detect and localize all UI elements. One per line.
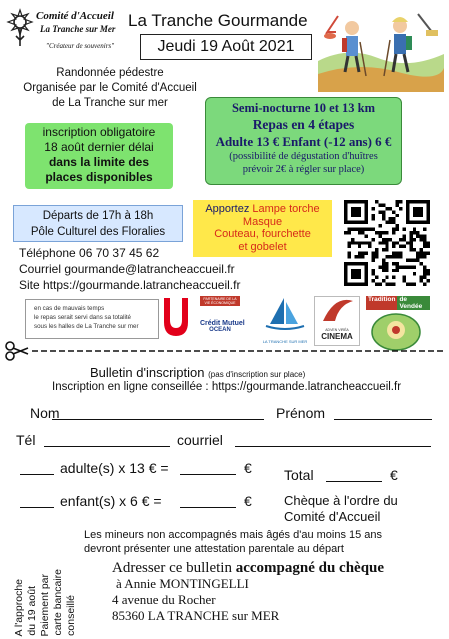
cinema-top: ADVEN VIRÉA [325, 328, 349, 332]
intro-line-3: de La Tranche sur mer [52, 97, 168, 109]
super-u-logo-icon [160, 296, 192, 340]
cheque-line-2: Comité d'Accueil [284, 509, 381, 524]
cheque-note [284, 493, 398, 525]
vert-line-1: A l'approche [13, 578, 25, 636]
intro-line-2: Organisée par le Comité d'Accueil [23, 82, 197, 94]
event-details-box [205, 97, 402, 185]
tel-field[interactable] [44, 432, 170, 447]
vert-line-5: conseillé [65, 595, 77, 636]
event-meal: Repas en 4 étapes [252, 117, 355, 132]
children-count-field[interactable] [20, 493, 54, 508]
cinema-label: CINEMA [321, 332, 353, 341]
registration-line-4: places disponibles [45, 170, 153, 184]
cinema-logo [314, 296, 360, 346]
contact-site[interactable]: Site https://gourmande.latrancheaccueil.fr [19, 278, 241, 292]
prenom-row [276, 405, 325, 421]
event-date: Jeudi 19 Août 2021 [140, 34, 312, 60]
org-name: Comité d'Accueil [36, 10, 114, 22]
minors-note [84, 528, 414, 556]
vert-line-2: du 19 août [26, 586, 38, 636]
total-euro: € [390, 467, 398, 483]
intro-line-1: Randonnée pédestre [56, 67, 164, 79]
event-distance: Semi-nocturne 10 et 13 km [231, 101, 376, 115]
form-title [90, 365, 305, 380]
credit-mutuel-logo [200, 296, 245, 340]
courriel-field[interactable] [235, 432, 431, 447]
nom-row [30, 405, 60, 421]
bring-prefix: Apportez [205, 203, 253, 215]
vendee-label: de Vendée [397, 296, 430, 310]
total-field[interactable] [326, 467, 382, 482]
bring-item-cutlery: Couteau, fourchette [214, 228, 311, 240]
address-heading: Adresser ce bulletin [112, 560, 236, 576]
rain-line-2: le repas serait servi dans sa totalité [34, 314, 131, 321]
courriel-label: courriel [177, 432, 223, 448]
cheque-line-1: Chèque à l'ordre du [284, 493, 398, 508]
rain-line-3: sous les halles de La Tranche sur mer [34, 323, 139, 330]
adults-label: adulte(s) x 13 € = [60, 460, 169, 476]
credit-sub: OCEAN [209, 327, 231, 333]
hikers-illustration-icon [318, 6, 444, 92]
credit-name: Crédit Mutuel [200, 320, 245, 327]
prenom-field[interactable] [334, 405, 432, 420]
registration-line-1: inscription obligatoire [42, 125, 156, 139]
children-euro: € [244, 493, 252, 509]
total-row [284, 467, 414, 485]
departure-place: Pôle Culturel des Floralies [30, 226, 166, 238]
comite-logo-icon [6, 8, 34, 48]
org-location: La Tranche sur Mer [40, 24, 116, 34]
sailboat-icon [262, 296, 308, 334]
la-tranche-logo [262, 296, 308, 346]
intro-text [10, 66, 210, 111]
form-title-text: Bulletin d'inscription [90, 365, 205, 380]
vert-line-4: carte bancaire [52, 569, 64, 636]
address-line-1: à Annie MONTINGELLI [116, 576, 249, 591]
contact-email[interactable]: Courriel gourmande@latrancheaccueil.fr [19, 262, 235, 276]
bring-item-torch: Lampe torche [252, 203, 320, 215]
prenom-label: Prénom [276, 405, 326, 421]
adults-euro: € [244, 460, 252, 476]
registration-line-3: dans la limite des [48, 155, 150, 169]
registration-box [25, 123, 173, 189]
address-heading-bold: accompagné du chèque [235, 560, 385, 576]
registration-line-2: 18 août dernier délai [44, 140, 154, 154]
minors-line-2: devront présenter une attestation parentale au départ [84, 543, 344, 555]
cinema-shape-icon [315, 297, 359, 323]
cut-line [2, 340, 447, 362]
rain-line-1: en cas de mauvais temps [34, 305, 105, 312]
event-prices: Adulte 13 € Enfant (-12 ans) 6 € [215, 134, 392, 149]
address-line-3: 85360 LA TRANCHE sur MER [112, 608, 280, 623]
payment-vertical-note [0, 540, 82, 638]
adults-count-field[interactable] [20, 460, 54, 475]
minors-line-1: Les mineurs non accompagnés mais âgés d'au moins 15 ans [84, 529, 383, 541]
contact-phone: Téléphone 06 70 37 45 62 [19, 246, 160, 260]
departure-time: Départs de 17h à 18h [42, 210, 154, 222]
tel-row [16, 432, 35, 448]
adults-amount-field[interactable] [180, 460, 236, 475]
total-label: Total [284, 467, 314, 483]
tranche-label: LA TRANCHE SUR MER [262, 339, 308, 344]
event-oyster-note-1: (possibilité de dégustation d'huîtres [229, 151, 378, 162]
mailing-address [112, 560, 384, 624]
form-title-note: (pas d'inscription sur place) [208, 370, 306, 379]
contact-block [19, 245, 240, 293]
departure-box [13, 205, 183, 242]
children-amount-field[interactable] [180, 493, 236, 508]
bring-item-mask: Masque [242, 215, 283, 228]
event-oyster-note-2: prévoir 2€ à régler sur place) [242, 164, 365, 175]
nom-field[interactable] [52, 405, 264, 420]
address-line-2: 4 avenue du Rocher [112, 592, 216, 607]
event-title: La Tranche Gourmande [128, 11, 308, 30]
scissors-icon [6, 342, 28, 360]
courriel-row [177, 432, 223, 448]
bring-item-cup: et gobelet [238, 240, 287, 253]
bad-weather-notice [25, 299, 159, 339]
credit-tag: PARTENAIRE DE LA VIE ÉCONOMIQUE [200, 296, 240, 306]
tradition-label: Tradition [366, 296, 397, 310]
adults-row [20, 460, 260, 478]
nom-label: Nom [30, 405, 60, 421]
form-online-note[interactable]: Inscription en ligne conseillée : https://gourmande.latrancheaccueil.fr [52, 381, 402, 393]
children-label: enfant(s) x 6 € = [60, 493, 162, 509]
tel-label: Tél [16, 432, 36, 448]
vert-line-3: Paiement par [39, 573, 51, 636]
qr-code-icon[interactable] [343, 200, 431, 286]
children-row [20, 493, 260, 511]
org-tagline: "Créateur de souvenirs" [46, 42, 115, 50]
